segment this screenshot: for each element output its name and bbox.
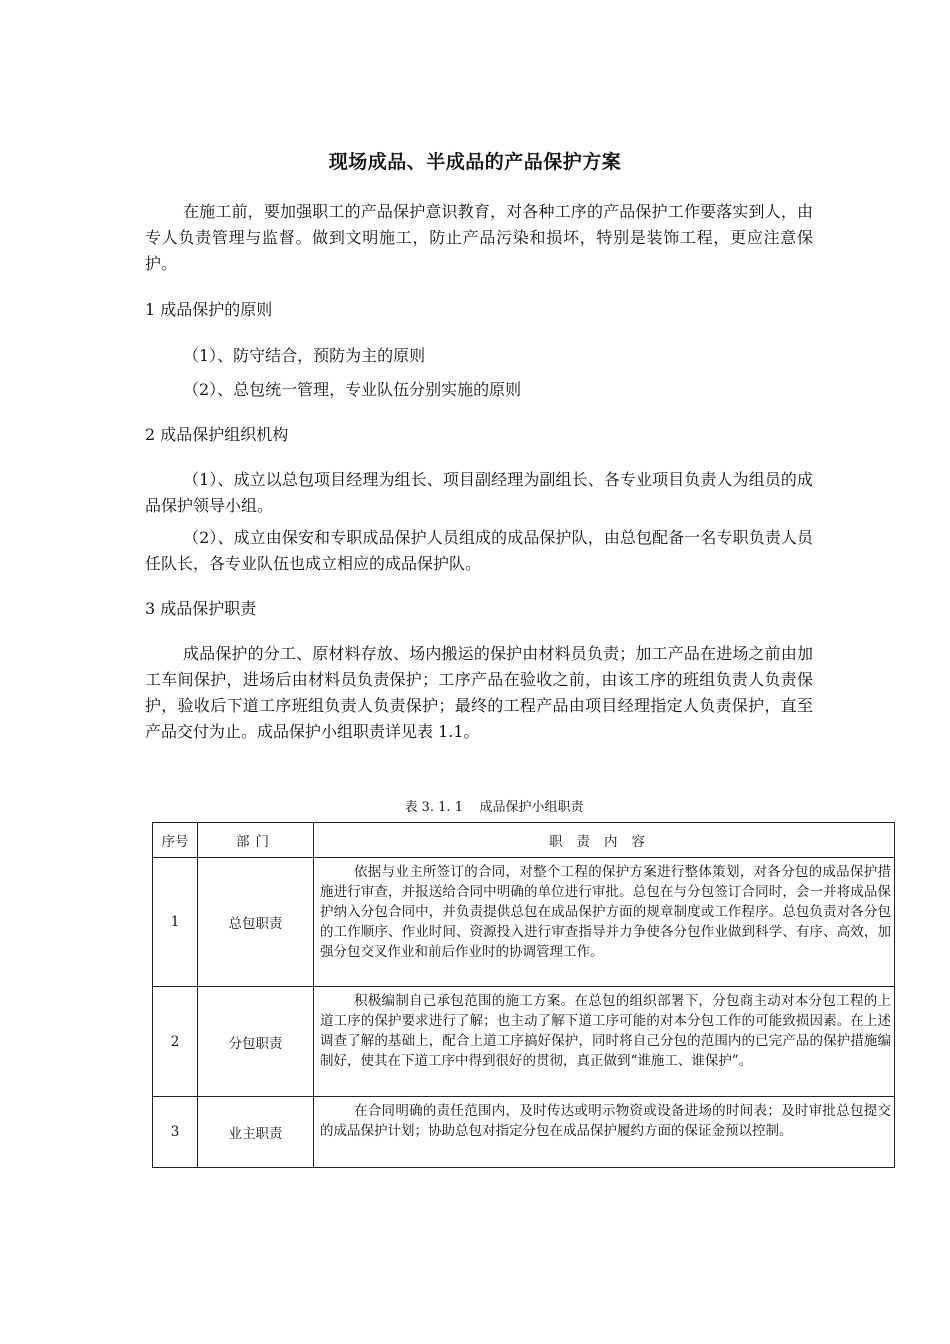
responsibility-table: [152, 822, 895, 1168]
row-number: 3: [153, 1097, 198, 1168]
table-caption: 表 3. 1. 1 成品保护小组职责: [404, 800, 584, 815]
row-number: 1: [153, 858, 198, 987]
row-content: 依据与业主所签订的合同，对整个工程的保护方案进行整体策划，对各分包的成品保护措施进行审查，并报送给合同中明确的单位进行审批。总包在与分包签订合同时，会一并将成品保护纳入分包合同中，并负责提供总包在成品保护方面的规章制度或工作程序。总包负责对各分包的工作顺序、作业时间、资源投入进行审查指导并力争使各分包作业做到科学、有序、高效，加强分包交叉作业和前后作业时的协调管理工作。: [314, 858, 895, 987]
row-content: 在合同明确的责任范围内，及时传达或明示物资或设备进场的时间表；及时审批总包提交的成品保护计划；协助总包对指定分包在成品保护履约方面的保证金预以控制。: [314, 1097, 895, 1168]
section-1-heading: 1 成品保护的原则: [145, 300, 273, 319]
section-3-paragraph: 成品保护的分工、原材料存放、场内搬运的保护由材料员负责；加工产品在进场之前由加工车间保护，进场后由材料员负责保护；工序产品在验收之前，由该工序的班组负责人负责保护，验收后下道工序班组负责人负责保护；最终的工程产品由项目经理指定人负责保护，直至产品交付为止。成品保护小组职责详见表 1.1。: [145, 644, 813, 741]
section-2-heading: 2 成品保护组织机构: [145, 425, 289, 444]
header-responsibility: 职责内容: [314, 823, 895, 858]
document-title: 现场成品、半成品的产品保护方案: [328, 151, 622, 173]
section-3-heading: 3 成品保护职责: [145, 599, 257, 618]
header-department: 部门: [198, 823, 314, 858]
table-row: [153, 1097, 895, 1168]
intro-paragraph: 在施工前，要加强职工的产品保护意识教育，对各种工序的产品保护工作要落实到人，由专人负责管理与监督。做到文明施工，防止产品污染和损坏，特别是装饰工程，更应注意保护。: [145, 202, 813, 273]
section-2-item-2: （2）、成立由保安和专职成品保护人员组成的成品保护队，由总包配备一名专职负责人员任队长，各专业队伍也成立相应的成品保护队。: [145, 528, 813, 573]
section-1-item-1: （1）、防守结合，预防为主的原则: [183, 346, 426, 365]
row-department: 业主职责: [198, 1097, 314, 1168]
header-serial: 序号: [153, 823, 198, 858]
row-department: 总包职责: [198, 858, 314, 987]
row-content: 积极编制自己承包范围的施工方案。在总包的组织部署下，分包商主动对本分包工程的上道工序的保护要求进行了解；也主动了解下道工序可能的对本分包工作的可能致损因素。在上述调查了解的基础上，配合上道工序搞好保护，同时将自己分包的范围内的已完产品的保护措施编制好，使其在下道工序中得到很好的贯彻，真正做到“谁施工、谁保护”。: [314, 987, 895, 1097]
table-row: [153, 858, 895, 987]
section-1-item-2: （2）、总包统一管理，专业队伍分别实施的原则: [183, 380, 522, 399]
row-department: 分包职责: [198, 987, 314, 1097]
row-number: 2: [153, 987, 198, 1097]
section-2-item-1: （1）、成立以总包项目经理为组长、项目副经理为副组长、各专业项目负责人为组员的成品保护领导小组。: [145, 470, 813, 515]
table-row: [153, 987, 895, 1097]
table-header-row: [153, 823, 895, 858]
